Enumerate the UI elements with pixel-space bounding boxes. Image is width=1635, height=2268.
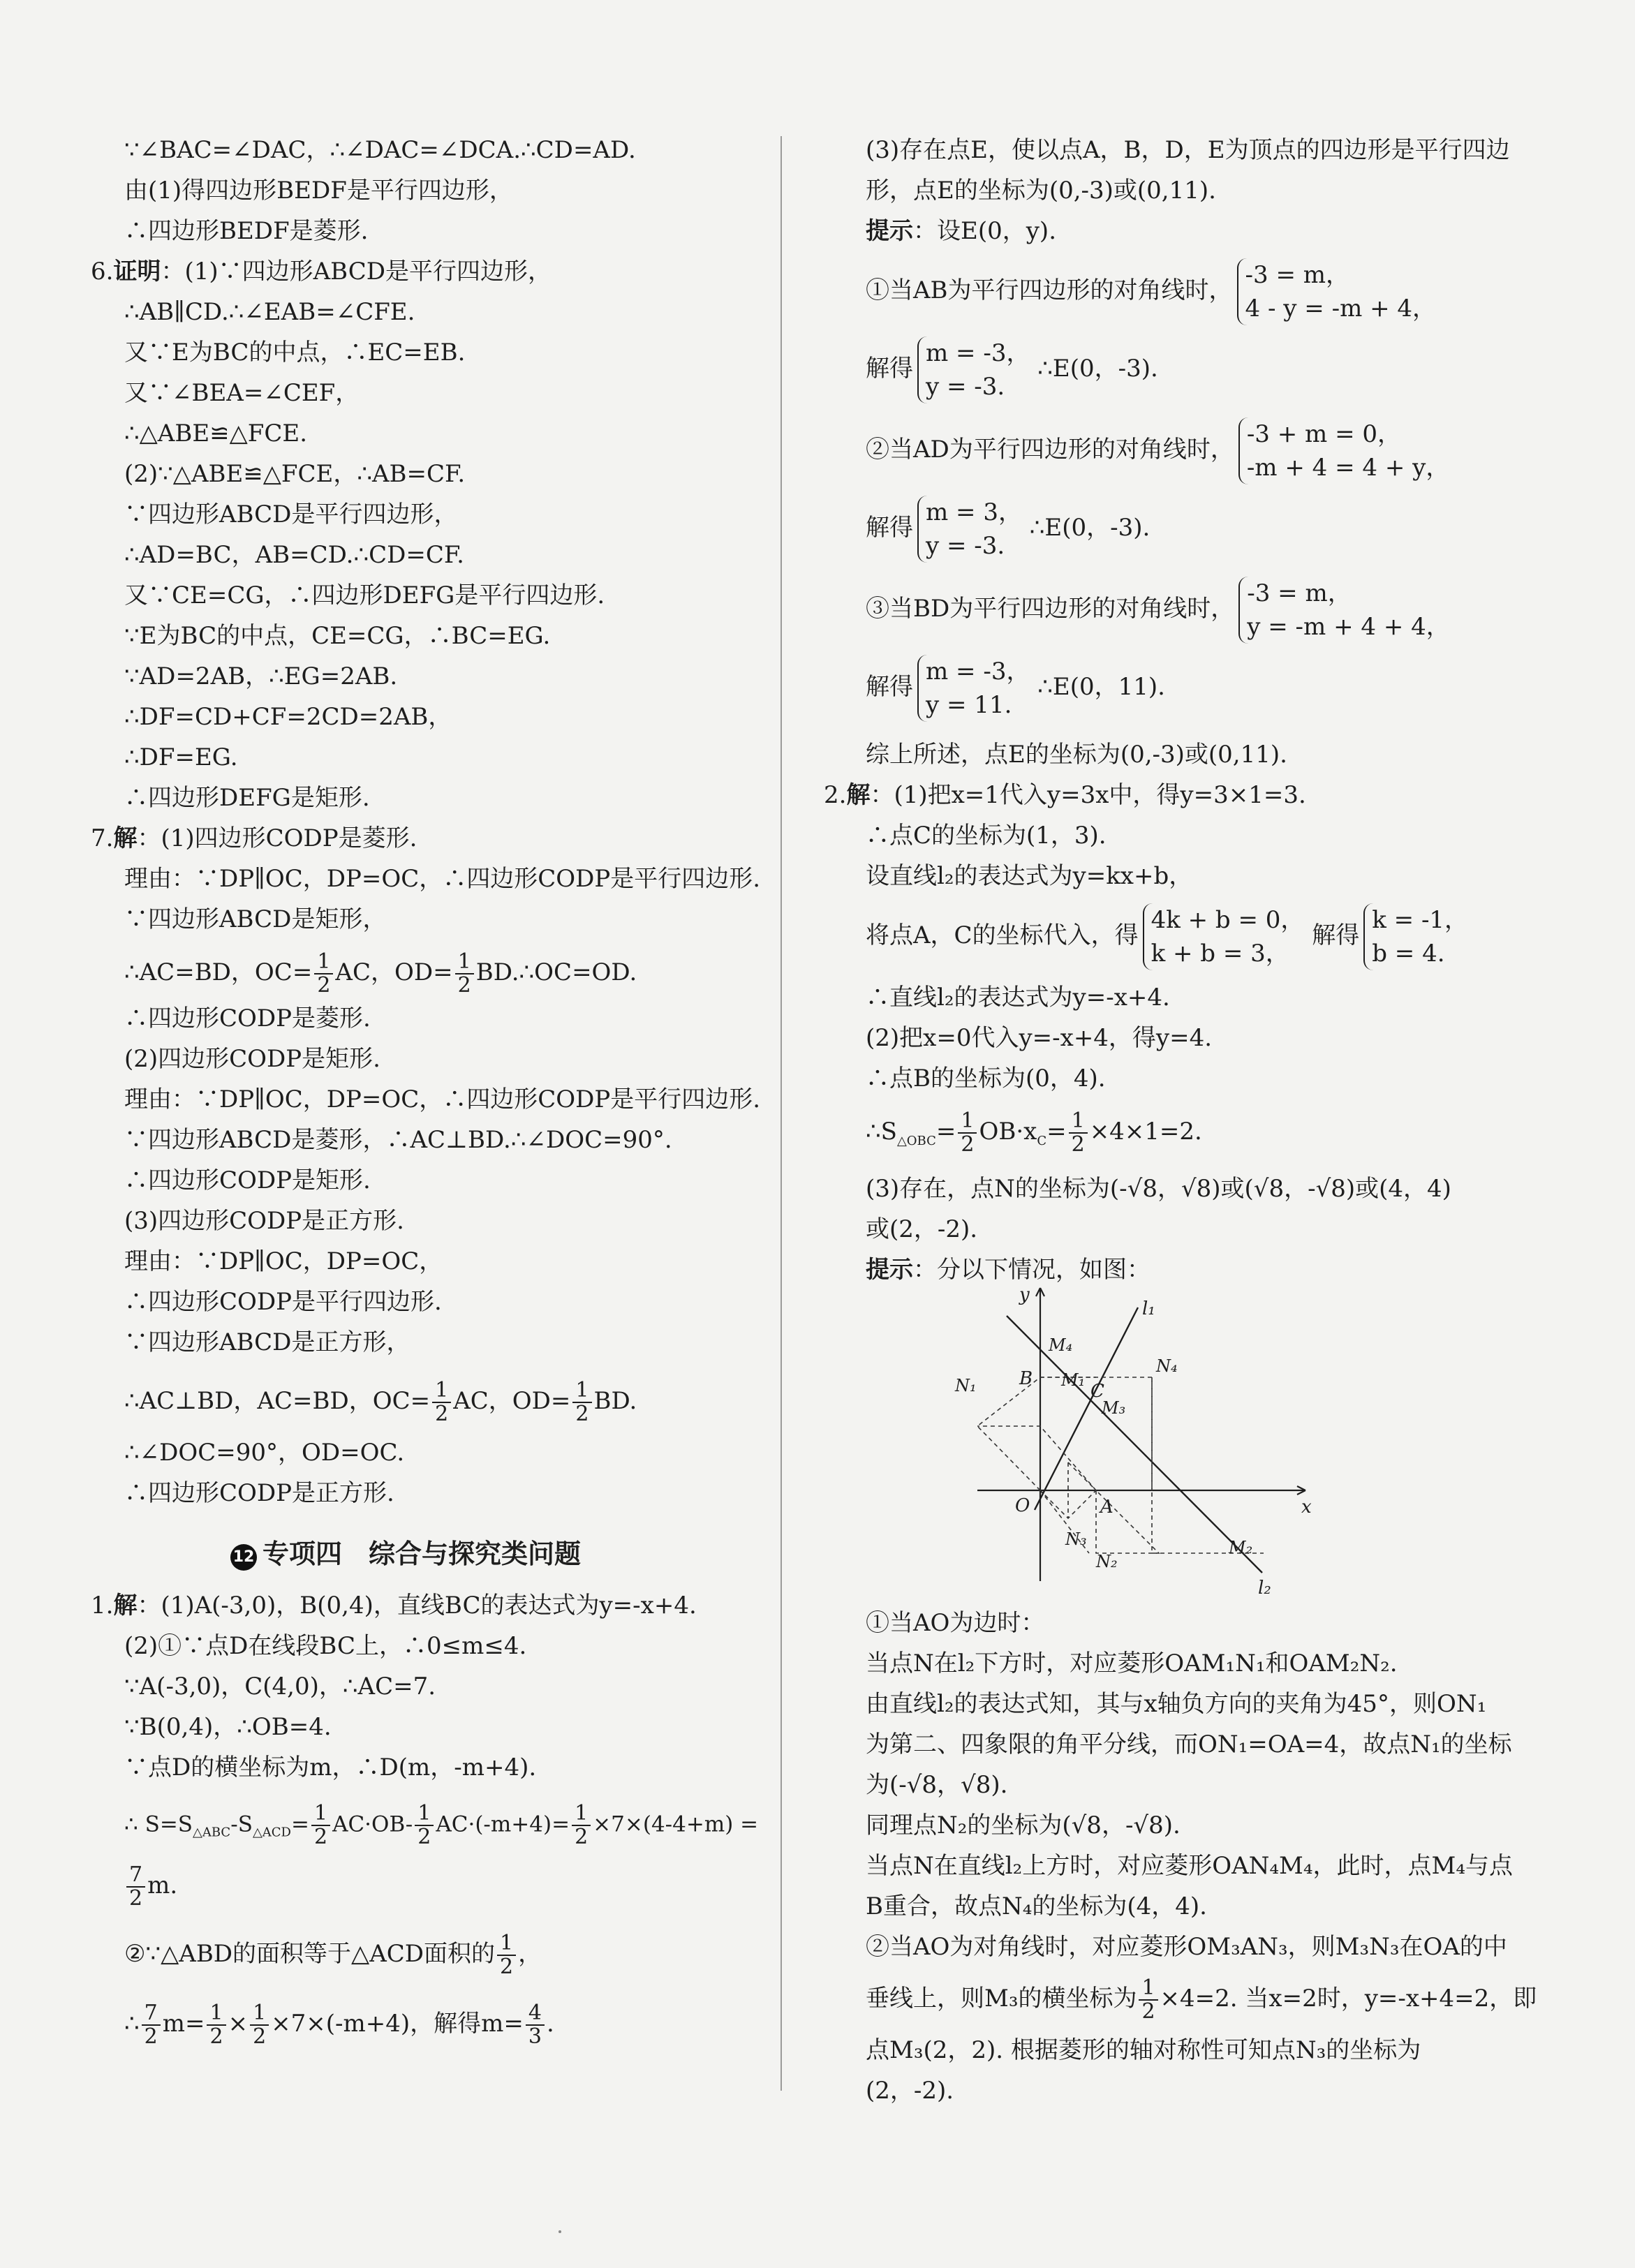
- fraction: $\frac{1}{2}$: [958, 1110, 977, 1156]
- text-line: ∵B(0,4)，∴OB=4.: [124, 1713, 332, 1741]
- fraction: $\frac{1}{2}$: [572, 1802, 591, 1848]
- text-line: ∴四边形BEDF是菱形.: [124, 217, 369, 245]
- fraction: $\frac{1}{2}$: [250, 2002, 269, 2048]
- fraction: $\frac{1}{2}$: [432, 1379, 451, 1425]
- area-result: $\frac{7}{2}$ m.: [124, 1864, 177, 1910]
- label-n1: N₁: [955, 1376, 977, 1395]
- text-line: ∴△ABE≌△FCE.: [124, 420, 308, 447]
- text-line: ∴点B的坐标为(0，4).: [866, 1065, 1106, 1092]
- text-line-fraction: ∴AC=BD，OC= $\frac{1}{2}$ AC，OD= $\frac{1}{2}$ BD.∴OC=OD.: [124, 949, 637, 998]
- page-mark: [558, 2230, 561, 2233]
- line-l2: [1007, 1316, 1262, 1573]
- keyword-solution: 解: [113, 824, 138, 852]
- text-line-fraction: ∴ $\frac{7}{2}$ m= $\frac{1}{2}$ × $\frac{1}{2}$ ×7×(-m+4)，解得m= $\frac{4}{3}$ .: [124, 2001, 554, 2049]
- case-ad-solution: 解得 m = 3， y = -3. ∴E(0，-3).: [866, 496, 1150, 563]
- label-l2: l₂: [1258, 1578, 1271, 1599]
- text-line: ∴四边形CODP是矩形.: [124, 1166, 371, 1194]
- text-line: 由直线l₂的表达式知，其与x轴负方向的夹角为45°，则ON₁: [866, 1690, 1487, 1718]
- section-title: 专项四 综合与探究类问题: [262, 1539, 582, 1569]
- label-n3: N₃: [1065, 1529, 1087, 1549]
- label-a: A: [1100, 1497, 1114, 1518]
- fraction: $\frac{1}{2}$: [207, 2002, 225, 2048]
- fraction: $\frac{1}{2}$: [1139, 1977, 1157, 2023]
- case-ab-solution: 解得 m = -3， y = -3. ∴E(0，-3).: [866, 336, 1158, 403]
- text-line: ∵∠BAC=∠DAC，∴∠DAC=∠DCA.∴CD=AD.: [124, 136, 636, 164]
- text-line: B重合，故点N₄的坐标为(4，4).: [866, 1892, 1207, 1920]
- fraction: $\frac{1}{2}$: [1069, 1110, 1088, 1156]
- section-heading: [230, 1532, 581, 1571]
- question-2-line-1: 2.解：(1)把x=1代入y=3x中，得y=3×1=3.: [824, 781, 1306, 809]
- equation-system: m = -3， y = -3.: [917, 336, 1030, 403]
- column-divider: [780, 136, 782, 2091]
- text-line: ∴DF=EG.: [124, 743, 238, 771]
- fraction: $\frac{7}{2}$: [142, 2002, 161, 2048]
- text-line: 由(1)得四边形BEDF是平行四边形，: [124, 177, 513, 205]
- label-o: O: [1015, 1495, 1030, 1516]
- text-line: 又∵E为BC的中点，∴EC=EB.: [124, 339, 466, 366]
- fraction: $\frac{4}{3}$: [526, 2002, 545, 2048]
- text-line: (2)①∵点D在线段BC上，∴0≤m≤4.: [124, 1632, 527, 1660]
- text-line: 又∵∠BEA=∠CEF，: [124, 379, 360, 407]
- keyword-solution: 解: [846, 781, 871, 809]
- text-line: 理由：∵DP∥OC，DP=OC，∴四边形CODP是平行四边形.: [124, 1085, 761, 1113]
- area-equation: ∴ $S=S_{\triangle ABC}-S_{\triangle ACD}=$ $\frac{1}{2}$ AC·OB- $\frac{1}{2}$ AC·(-m+4)= $\frac{1}{2}$ ×7×(4-4+m) =: [124, 1801, 759, 1849]
- text-line: 形，点E的坐标为(0,-3)或(0,11).: [866, 177, 1216, 205]
- text-line: 理由：∵DP∥OC，DP=OC，: [124, 1247, 443, 1275]
- label-x: x: [1301, 1497, 1312, 1518]
- equation-system: 4k + b = 0， k + b = 3，: [1143, 903, 1305, 970]
- text-line: 为(-√8，√8).: [866, 1771, 1008, 1799]
- problem-number: 7.: [91, 824, 114, 852]
- equation-system: -3 = m， y = -m + 4 + 4，: [1238, 577, 1450, 644]
- text-line: ∵四边形ABCD是菱形，∴AC⊥BD.∴∠DOC=90°.: [124, 1126, 672, 1154]
- text-line: ∴四边形DEFG是矩形.: [124, 784, 370, 812]
- text-line: ∴∠DOC=90°，OD=OC.: [124, 1439, 405, 1467]
- hint-line: 提示：设E(0，y).: [866, 217, 1056, 245]
- label-c: C: [1090, 1381, 1104, 1402]
- case-ad-line: ②当AD为平行四边形的对角线时， -3 + m = 0， -m + 4 = 4 + y，: [866, 417, 1449, 484]
- label-y: y: [1019, 1284, 1030, 1305]
- keyword-solution: 解: [113, 1592, 138, 1620]
- text-line: ∵四边形ABCD是正方形，: [124, 1328, 410, 1356]
- label-b: B: [1019, 1368, 1033, 1389]
- text-line: ①当AO为边时：: [866, 1609, 1045, 1637]
- text-line: ∴四边形CODP是平行四边形.: [124, 1288, 442, 1316]
- problem-6-line-1: 6.证明：(1)∵四边形ABCD是平行四边形，: [91, 258, 552, 286]
- text-line: 同理点N₂的坐标为(√8，-√8).: [866, 1811, 1181, 1839]
- case-bd-line: ③当BD为平行四边形的对角线时， -3 = m， y = -m + 4 + 4，: [866, 577, 1450, 644]
- text-line: ∴AB∥CD.∴∠EAB=∠CFE.: [124, 298, 415, 326]
- text-line: ∴四边形CODP是正方形.: [124, 1479, 394, 1507]
- fraction: $\frac{7}{2}$: [126, 1864, 145, 1910]
- text-line: 理由：∵DP∥OC，DP=OC，∴四边形CODP是平行四边形.: [124, 865, 761, 893]
- label-n2: N₂: [1096, 1552, 1118, 1571]
- equation-system: m = -3， y = 11.: [917, 655, 1030, 722]
- label-n4: N₄: [1156, 1356, 1178, 1376]
- text-line: ∴直线l₂的表达式为y=-x+4.: [866, 984, 1170, 1011]
- text-line: (2，-2).: [866, 2077, 954, 2105]
- text-line: 又∵CE=CG，∴四边形DEFG是平行四边形.: [124, 581, 605, 609]
- problem-number: 2.: [824, 781, 847, 809]
- text-line: ∴点C的坐标为(1，3).: [866, 822, 1107, 850]
- text-line-fraction: 垂线上，则M₃的横坐标为 $\frac{1}{2}$ ×4=2. 当x=2时，y=-x+4=2，即: [866, 1976, 1537, 2024]
- case-bd-solution: 解得 m = -3， y = 11. ∴E(0，11).: [866, 655, 1165, 722]
- text-line: ∵四边形ABCD是矩形，: [124, 905, 387, 933]
- label-l1: l₁: [1142, 1298, 1155, 1319]
- text-line: (3)四边形CODP是正方形.: [124, 1207, 404, 1235]
- fraction: $\frac{1}{2}$: [497, 1932, 516, 1978]
- text-line: (3)存在点E，使以点A，B，D，E为顶点的四边形是平行四边: [866, 136, 1510, 164]
- fraction: $\frac{1}{2}$: [455, 951, 474, 997]
- problem-number: 1.: [91, 1592, 114, 1620]
- coordinate-figure: [929, 1274, 1319, 1602]
- substitution-line: 将点A，C的坐标代入，得 4k + b = 0， k + b = 3， 解得 k = -1， b = 4.: [866, 903, 1468, 970]
- text-line: 当点N在直线l₂上方时，对应菱形OAN₄M₄，此时，点M₄与点: [866, 1852, 1513, 1880]
- text-line: (2)∵△ABE≌△FCE，∴AB=CF.: [124, 460, 466, 488]
- equation-system: m = 3， y = -3.: [917, 496, 1022, 563]
- fraction: $\frac{1}{2}$: [314, 951, 333, 997]
- x-axis: [977, 1486, 1305, 1495]
- y-axis: [1036, 1288, 1044, 1581]
- text-line: 或(2，-2).: [866, 1215, 978, 1243]
- equation-system: k = -1， b = 4.: [1363, 903, 1468, 970]
- text-line: ∵A(-3,0)，C(4,0)，∴AC=7.: [124, 1673, 436, 1700]
- text-line: (3)存在，点N的坐标为(-√8，√8)或(√8，-√8)或(4，4): [866, 1175, 1451, 1203]
- text-line: 点M₃(2，2). 根据菱形的轴对称性可知点N₃的坐标为: [866, 2036, 1421, 2064]
- label-m3: M₃: [1102, 1398, 1126, 1418]
- keyword-hint: 提示: [866, 217, 913, 245]
- label-m2: M₂: [1229, 1538, 1253, 1557]
- keyword-proof: 证明: [113, 258, 161, 286]
- fraction: $\frac{1}{2}$: [572, 1379, 591, 1425]
- text-line: 当点N在l₂下方时，对应菱形OAM₁N₁和OAM₂N₂.: [866, 1650, 1398, 1677]
- text-line: ∵AD=2AB，∴EG=2AB.: [124, 662, 398, 690]
- keyword-hint: 提示: [866, 1256, 913, 1284]
- problem-number: 6.: [91, 258, 114, 286]
- text-line: 综上所述，点E的坐标为(0,-3)或(0,11).: [866, 741, 1287, 769]
- section-number-badge: 12: [230, 1544, 257, 1571]
- text-line-fraction: ∴AC⊥BD，AC=BD，OC= $\frac{1}{2}$ AC，OD= $\frac{1}{2}$ BD.: [124, 1378, 637, 1426]
- equation-system: -3 + m = 0， -m + 4 = 4 + y，: [1238, 417, 1450, 484]
- text-line: ∴四边形CODP是菱形.: [124, 1005, 371, 1032]
- label-m4: M₄: [1049, 1335, 1073, 1355]
- problem-7-line-1: 7.解：(1)四边形CODP是菱形.: [91, 824, 417, 852]
- text-line-fraction: ②∵△ABD的面积等于△ACD面积的 $\frac{1}{2}$ ，: [124, 1931, 542, 1979]
- case-ab-line: ①当AB为平行四边形的对角线时， -3 = m， 4 - y = -m + 4，: [866, 258, 1436, 325]
- text-line: 设直线l₂的表达式为y=kx+b，: [866, 862, 1193, 890]
- triangle-area-line: $\therefore S_{\triangle OBC}=$ $\frac{1}{2}$ $OB\cdot x_C=$ $\frac{1}{2}$ ×4×1=2.: [866, 1109, 1202, 1157]
- question-1-line-1: 1.解：(1)A(-3,0)，B(0,4)，直线BC的表达式为y=-x+4.: [91, 1592, 697, 1620]
- fraction: $\frac{1}{2}$: [415, 1802, 434, 1848]
- label-m1: M₁: [1061, 1370, 1086, 1390]
- text-line: ②当AO为对角线时，对应菱形OM₃AN₃，则M₃N₃在OA的中: [866, 1933, 1507, 1961]
- hint-line: 提示：分以下情况，如图：: [866, 1256, 1151, 1284]
- text-line: ∴AD=BC，AB=CD.∴CD=CF.: [124, 541, 464, 569]
- text-line: ∵点D的横坐标为m，∴D(m，-m+4).: [124, 1754, 537, 1781]
- text-line: ∴DF=CD+CF=2CD=2AB，: [124, 703, 452, 731]
- text-line: (2)四边形CODP是矩形.: [124, 1045, 380, 1073]
- text-line: ∵E为BC的中点，CE=CG，∴BC=EG.: [124, 622, 551, 650]
- equation-system: -3 = m， 4 - y = -m + 4，: [1237, 258, 1437, 325]
- text-line: ∵四边形ABCD是平行四边形，: [124, 501, 458, 528]
- fraction: $\frac{1}{2}$: [311, 1802, 330, 1848]
- text-line: (2)把x=0代入y=-x+4，得y=4.: [866, 1024, 1213, 1052]
- text-line: 为第二、四象限的角平分线，而ON₁=OA=4，故点N₁的坐标: [866, 1730, 1512, 1758]
